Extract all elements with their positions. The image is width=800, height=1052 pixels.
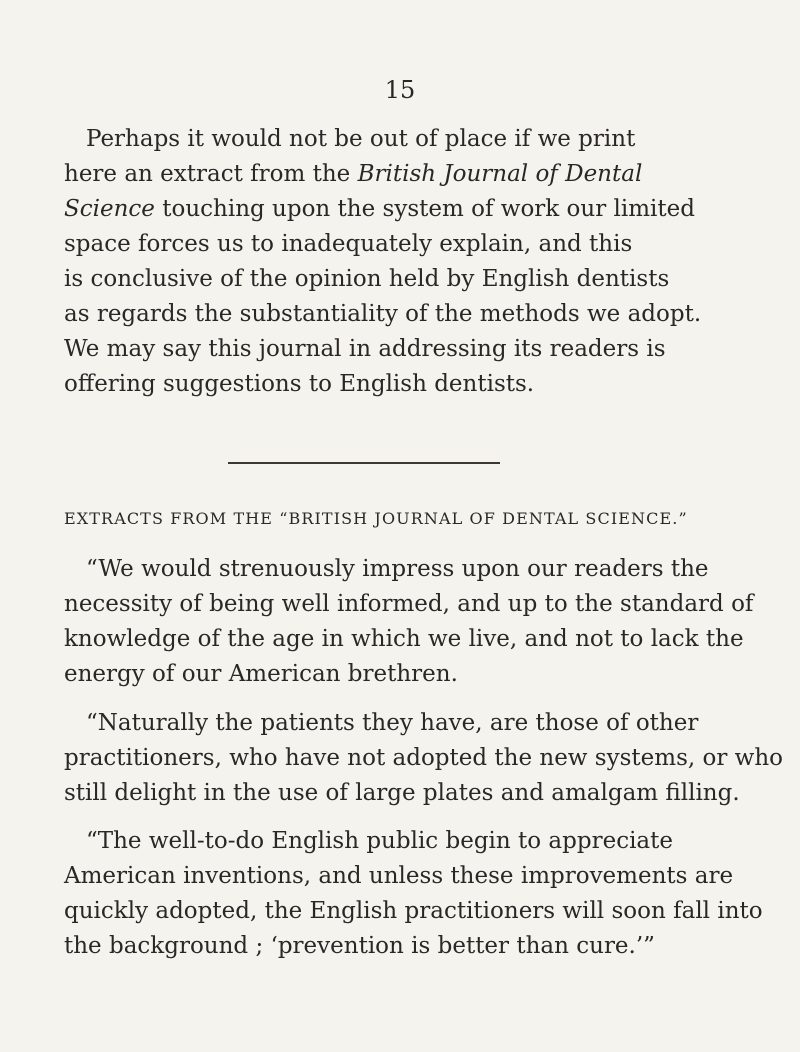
text-line: quickly adopted, the English practitioners will soon fall into (64, 898, 763, 924)
quote-paragraph-2 (64, 706, 783, 811)
section-divider (228, 462, 500, 464)
text-line: necessity of being well informed, and up to the standard of (64, 591, 754, 617)
text-line: practitioners, who have not adopted the new systems, or who (64, 745, 783, 771)
journal-title: British Journal of Dental (357, 161, 643, 187)
text-line: the background ; ‘prevention is better than cure.’” (64, 933, 655, 959)
text-line: “We would strenuously impress upon our readers the (86, 556, 709, 582)
journal-title: Science (64, 196, 155, 222)
text-line: American inventions, and unless these improvements are (64, 863, 734, 889)
text-line: energy of our American brethren. (64, 661, 458, 687)
text-line: Perhaps it would not be out of place if we print (86, 126, 636, 152)
text-line: space forces us to inadequately explain, and this (64, 231, 633, 257)
text-line: “The well-to-do English public begin to appreciate (86, 828, 673, 854)
intro-paragraph (64, 122, 744, 402)
text-line: as regards the substantiality of the methods we adopt. (64, 301, 702, 327)
text-line: still delight in the use of large plates and amalgam filling. (64, 780, 740, 806)
text-line: “Naturally the patients they have, are those of other (86, 710, 699, 736)
text-line: We may say this journal in addressing its readers is (64, 336, 666, 362)
text-line: offering suggestions to English dentists. (64, 371, 535, 397)
quote-paragraph-3 (64, 824, 763, 964)
text-line: is conclusive of the opinion held by English dentists (64, 266, 670, 292)
text-line: Science touching upon the system of work our limited (64, 196, 695, 222)
section-heading: EXTRACTS FROM THE “BRITISH JOURNAL OF DENTAL SCIENCE.” (64, 509, 688, 528)
text-line: knowledge of the age in which we live, and not to lack the (64, 626, 744, 652)
quote-paragraph-1 (64, 552, 754, 692)
page-number: 15 (384, 76, 416, 104)
text-line: here an extract from the British Journal of Dental (64, 161, 643, 187)
